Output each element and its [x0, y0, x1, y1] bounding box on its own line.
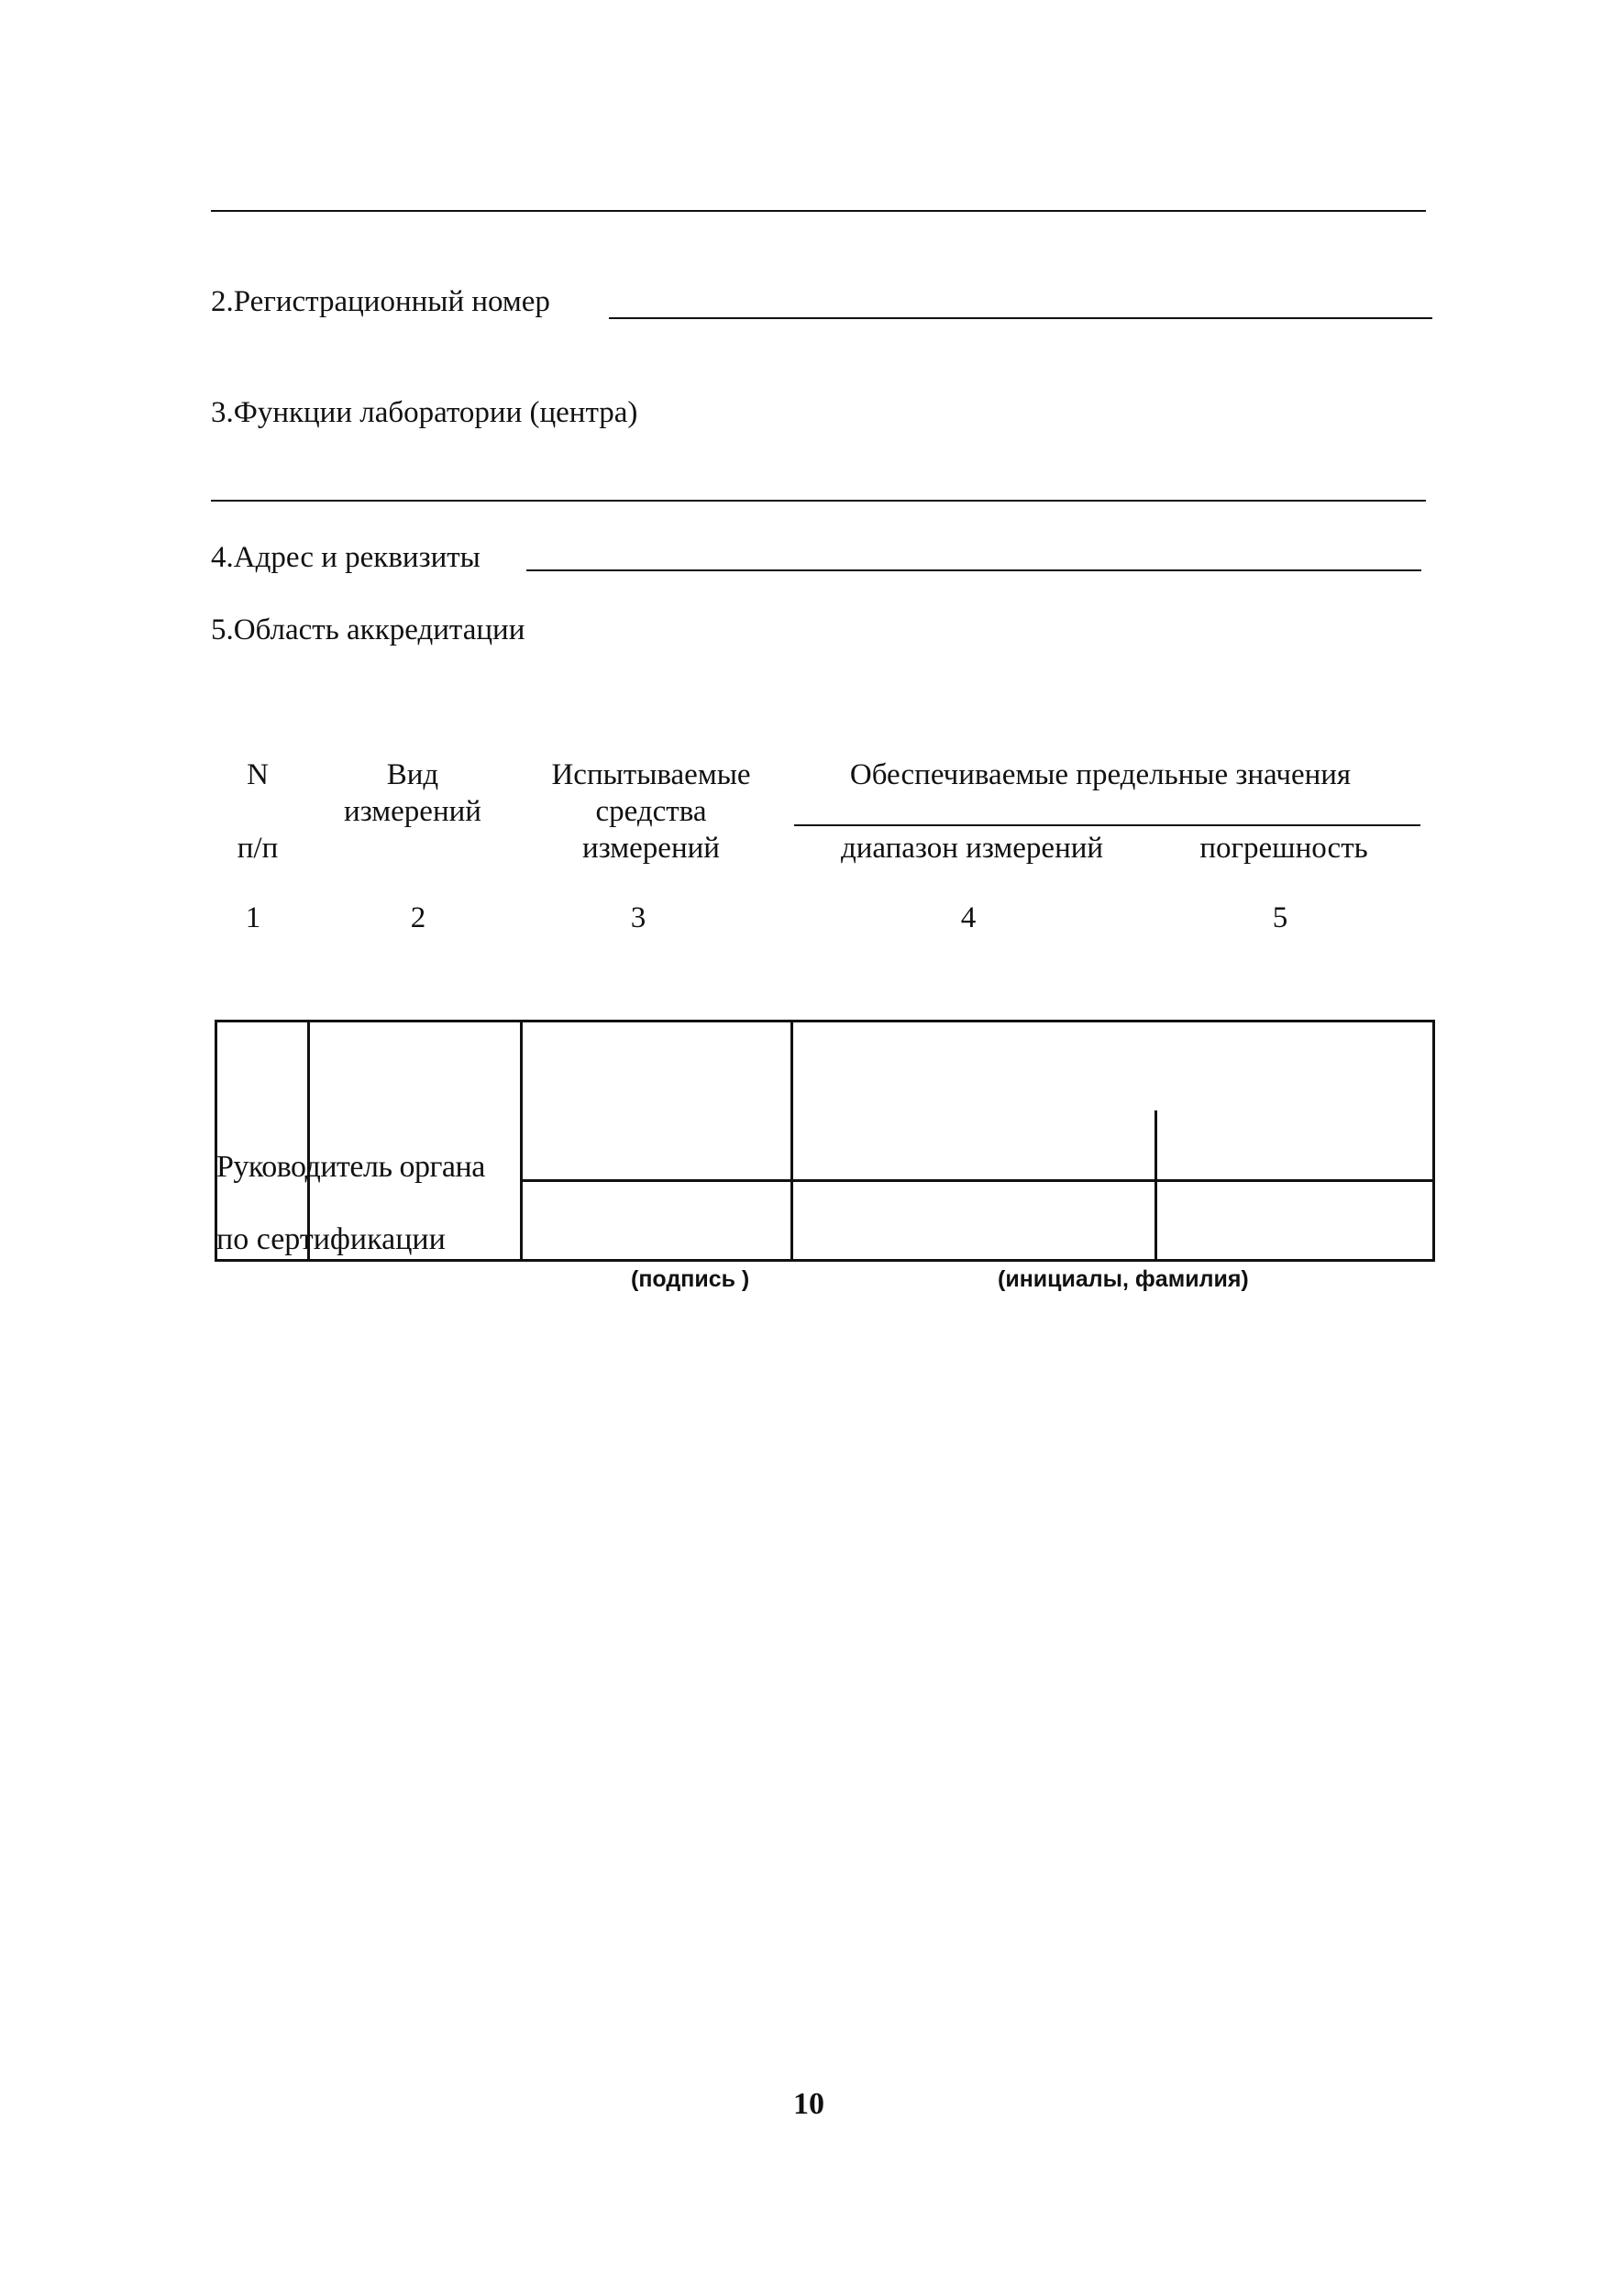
name-caption: (инициалы, фамилия): [998, 1266, 1249, 1292]
col-number-2: 2: [410, 901, 426, 934]
col2-header-line2: измерений: [344, 795, 481, 828]
signer-title-line1: Руководитель органа: [216, 1150, 485, 1184]
lab-functions-label: 3.Функции лаборатории (центра): [211, 396, 638, 429]
table-col-divider-4: [1154, 1110, 1157, 1262]
group-header-title: Обеспечиваемые предельные значения: [849, 758, 1352, 791]
signature-caption: (подпись ): [631, 1266, 750, 1292]
top-blank-line: [211, 210, 1426, 212]
registration-number-blank: [609, 317, 1432, 319]
col2-header-line1: Вид: [386, 758, 439, 791]
signer-title-line2: по сертификации: [216, 1222, 446, 1256]
col-number-5: 5: [1272, 901, 1288, 934]
col5-header: погрешность: [1199, 832, 1368, 865]
address-blank: [526, 569, 1421, 571]
col3-header-line2: средства: [595, 795, 707, 828]
col-number-4: 4: [960, 901, 977, 934]
col1-header-n: N: [247, 758, 269, 791]
registration-number-label: 2.Регистрационный номер: [211, 285, 550, 318]
page-number: 10: [793, 2087, 824, 2121]
col3-header-line3: измерений: [582, 832, 720, 865]
table-col-divider-3: [790, 1020, 793, 1262]
signature-line: [520, 1179, 1435, 1182]
address-label: 4.Адрес и реквизиты: [211, 541, 481, 574]
group-header-rule: [794, 824, 1420, 826]
col3-header-line1: Испытываемые: [551, 758, 751, 791]
accreditation-scope-label: 5.Область аккредитации: [211, 613, 525, 646]
table-border-top: [215, 1020, 1435, 1022]
table-border-bottom: [215, 1259, 1435, 1262]
col4-header: диапазон измерений: [840, 832, 1104, 865]
table-col-divider-2: [520, 1020, 523, 1262]
col1-header-pp: п/п: [237, 832, 279, 865]
table-border-right: [1432, 1020, 1435, 1262]
lab-functions-blank: [211, 500, 1426, 502]
col-number-3: 3: [630, 901, 646, 934]
col-number-1: 1: [245, 901, 261, 934]
